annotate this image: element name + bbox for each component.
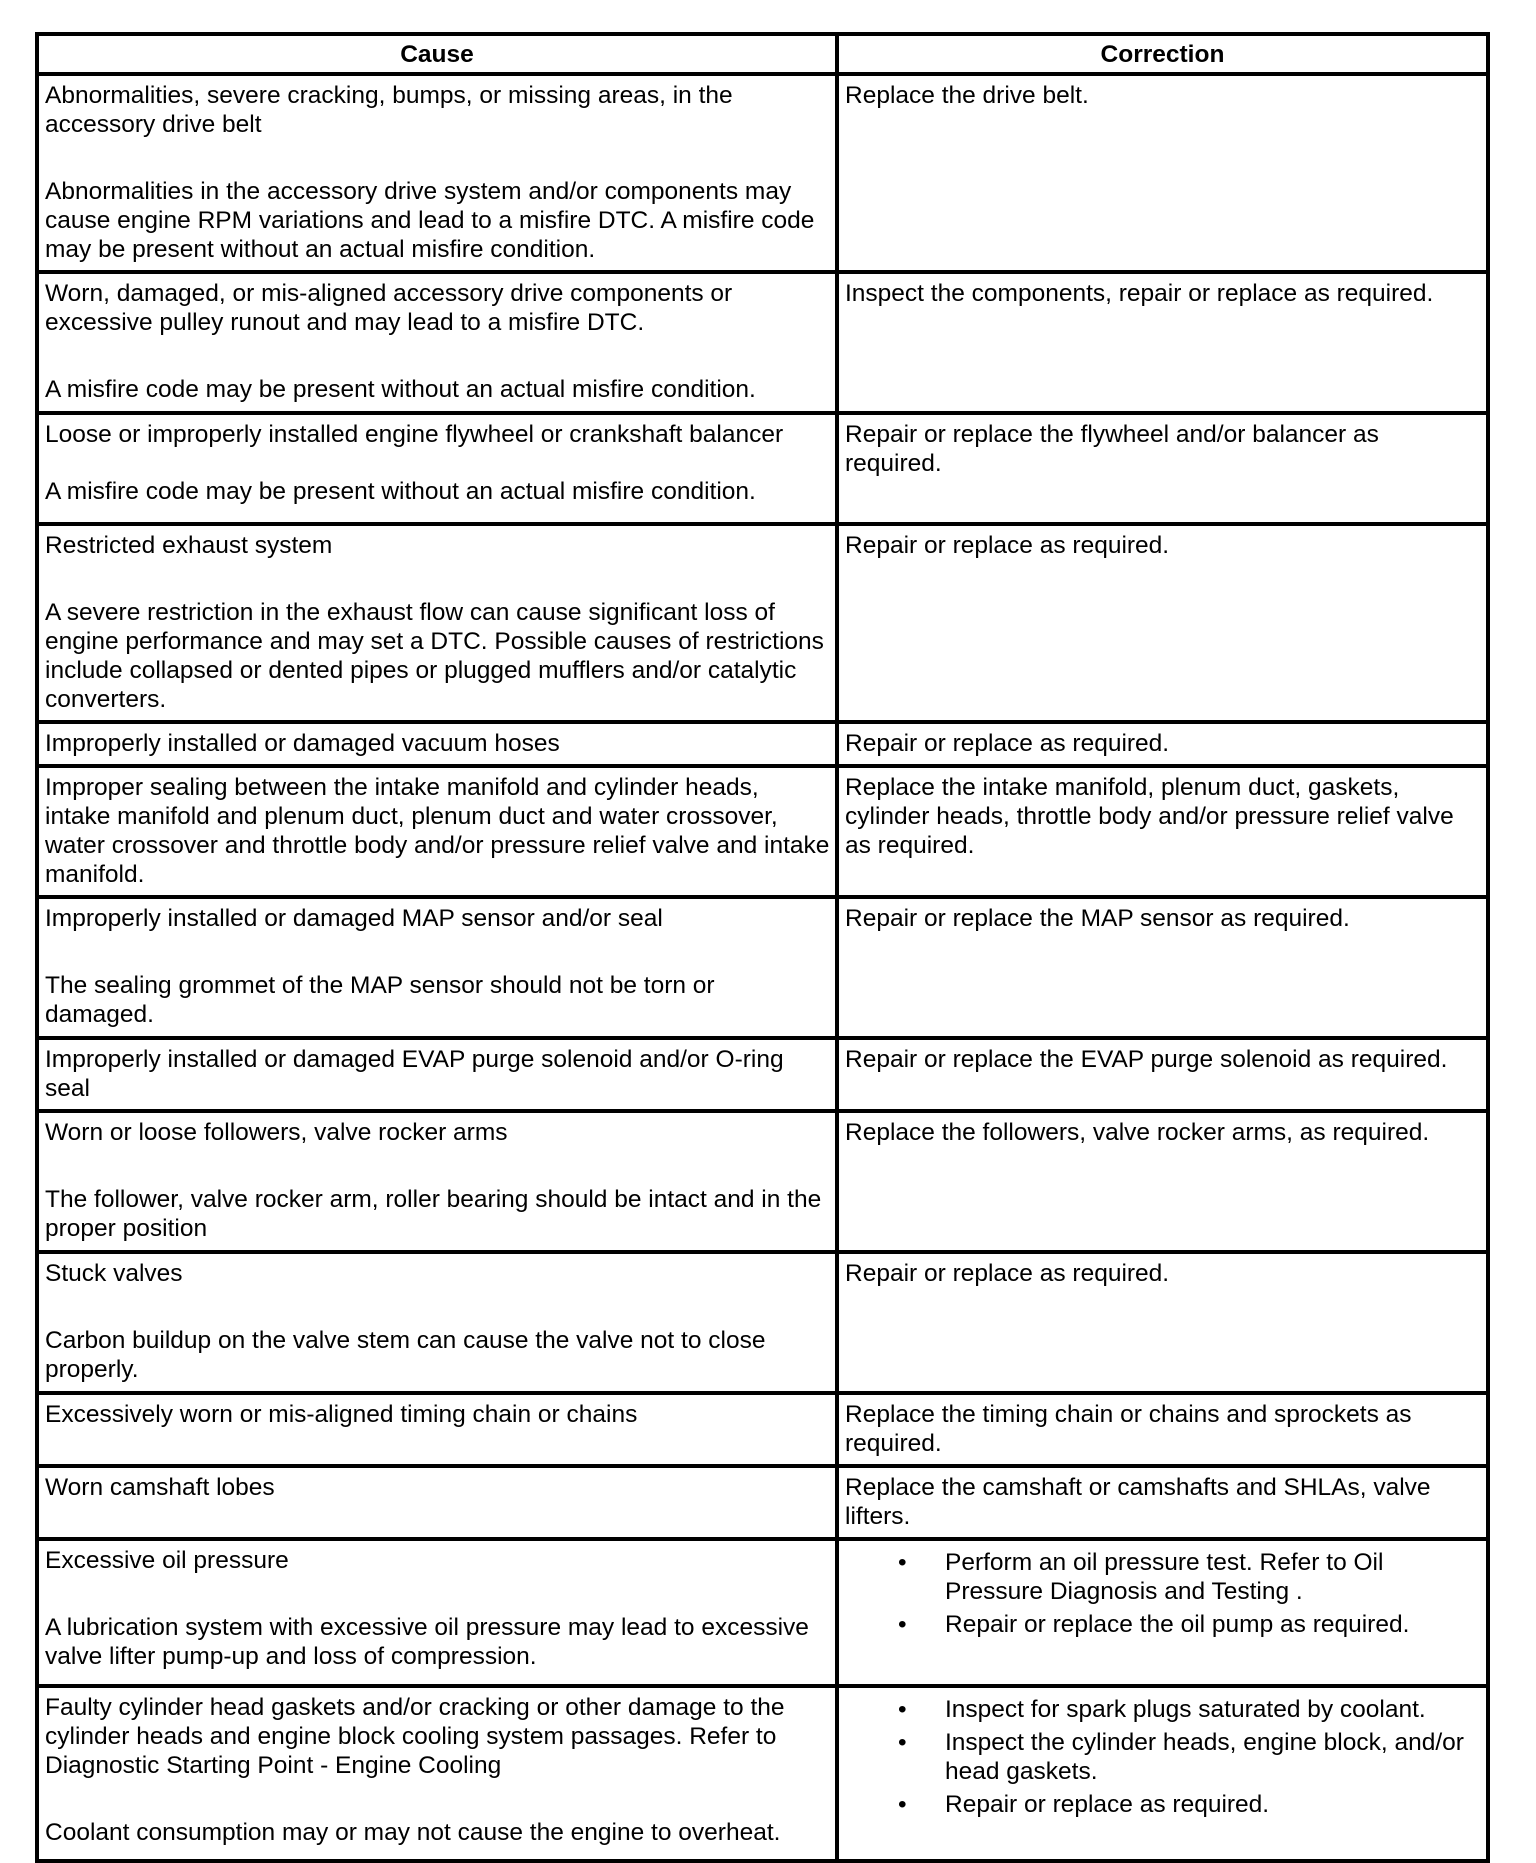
correction-text: Repair or replace the EVAP purge solenoid as required. [845,1046,1448,1073]
correction-text: Repair or replace the flywheel and/or balancer as required. [845,421,1379,477]
correction-cell [837,272,1488,413]
cause-cell [37,1466,837,1539]
cause-note: A misfire code may be present without an actual misfire condition. [45,376,756,403]
table-row [37,524,1488,722]
table-row [37,1686,1488,1861]
correction-text: Replace the intake manifold, plenum duct, gaskets, cylinder heads, throttle body and/or pressure relief valve as required. [845,774,1454,859]
cause-note: Abnormalities in the accessory drive system and/or components may cause engine RPM variations and lead to a misfire DTC. A misfire code may be present without an actual misfire condition. [45,178,815,263]
cause-text: Improperly installed or damaged MAP sensor and/or seal [45,905,663,932]
cause-text: Worn camshaft lobes [45,1474,275,1501]
cause-cell [37,766,837,897]
cause-cell [37,722,837,766]
cause-text: Stuck valves [45,1260,183,1287]
correction-text: Inspect the components, repair or replace as required. [845,280,1434,307]
cause-text: Worn or loose followers, valve rocker arms [45,1119,508,1146]
cause-note: A lubrication system with excessive oil pressure may lead to excessive valve lifter pump-up and loss of compression. [45,1614,809,1670]
cause-text: Improper sealing between the intake manifold and cylinder heads, intake manifold and plenum duct, plenum duct and water crossover, water crossover and throttle body and/or pressure relief valve and intake manifold. [45,774,830,888]
cause-text: Faulty cylinder head gaskets and/or cracking or other damage to the cylinder heads and engine block cooling system passages. Refer to Diagnostic Starting Point - Engine Cooling [45,1694,785,1779]
header-row [37,34,1488,74]
cause-text: Excessively worn or mis-aligned timing chain or chains [45,1401,638,1428]
correction-cell [837,1252,1488,1393]
cause-cell [37,1539,837,1686]
correction-cell [837,1393,1488,1466]
cause-cell [37,74,837,272]
cause-note: The sealing grommet of the MAP sensor should not be torn or damaged. [45,972,715,1028]
table-row [37,1393,1488,1466]
table-row [37,74,1488,272]
diagnosis-table [35,32,1490,1863]
cause-cell [37,1038,837,1111]
cause-cell [37,1252,837,1393]
cause-cell [37,897,837,1038]
cause-note: Carbon buildup on the valve stem can cause the valve not to close properly. [45,1327,766,1383]
cause-text: Worn, damaged, or mis-aligned accessory drive components or excessive pulley runout and may lead to a misfire DTC. [45,280,733,336]
cause-note: The follower, valve rocker arm, roller bearing should be intact and in the proper position [45,1186,822,1242]
correction-cell [837,722,1488,766]
correction-text: Repair or replace as required. [845,730,1170,757]
correction-text: Replace the drive belt. [845,82,1089,109]
list-item: • Perform an oil pressure test. Refer to Oil Pressure Diagnosis and Testing . [845,1548,1481,1606]
table-row [37,272,1488,413]
cause-note: A misfire code may be present without an actual misfire condition. [45,478,756,505]
correction-cell [837,1466,1488,1539]
header-correction: Correction [837,34,1488,74]
correction-cell [837,1111,1488,1252]
table-row [37,766,1488,897]
cause-text: Loose or improperly installed engine flywheel or crankshaft balancer [45,421,784,448]
table-row [37,1466,1488,1539]
list-item: • Repair or replace as required. [845,1790,1481,1819]
correction-text: Replace the followers, valve rocker arms, as required. [845,1119,1430,1146]
correction-text: Repair or replace the MAP sensor as required. [845,905,1350,932]
table-row [37,1539,1488,1686]
cause-cell [37,1111,837,1252]
cause-cell [37,524,837,722]
correction-cell [837,766,1488,897]
cause-note: A severe restriction in the exhaust flow can cause significant loss of engine performance and may set a DTC. Possible causes of restrictions include collapsed or dented pipes or plugged mufflers and/or catalytic converters. [45,599,824,713]
table-row [37,413,1488,524]
correction-text: Replace the timing chain or chains and sprockets as required. [845,1401,1412,1457]
table-row [37,1252,1488,1393]
table-row [37,897,1488,1038]
cause-note: Coolant consumption may or may not cause the engine to overheat. [45,1819,781,1846]
cause-text: Restricted exhaust system [45,532,333,559]
cause-cell [37,272,837,413]
cause-text: Improperly installed or damaged vacuum hoses [45,730,560,757]
correction-cell [837,1686,1488,1861]
cause-cell [37,1686,837,1861]
list-item: • Inspect for spark plugs saturated by coolant. [845,1695,1481,1724]
correction-cell [837,74,1488,272]
correction-bullet-list [845,1695,1481,1819]
correction-text: Repair or replace as required. [845,532,1170,559]
correction-cell [837,1038,1488,1111]
cause-text: Abnormalities, severe cracking, bumps, or missing areas, in the accessory drive belt [45,82,733,138]
table-row [37,722,1488,766]
cause-cell [37,1393,837,1466]
list-item: • Inspect the cylinder heads, engine block, and/or head gaskets. [845,1728,1481,1786]
correction-text: Repair or replace as required. [845,1260,1170,1287]
cause-text: Improperly installed or damaged EVAP purge solenoid and/or O-ring seal [45,1046,784,1102]
correction-text: Replace the camshaft or camshafts and SHLAs, valve lifters. [845,1474,1431,1530]
cause-text: Excessive oil pressure [45,1547,289,1574]
correction-cell [837,1539,1488,1686]
correction-cell [837,413,1488,524]
table-row [37,1038,1488,1111]
correction-bullet-list [845,1548,1481,1639]
correction-cell [837,524,1488,722]
list-item: • Repair or replace the oil pump as required. [845,1610,1481,1639]
cause-cell [37,413,837,524]
table-row [37,1111,1488,1252]
header-cause: Cause [37,34,837,74]
correction-cell [837,897,1488,1038]
